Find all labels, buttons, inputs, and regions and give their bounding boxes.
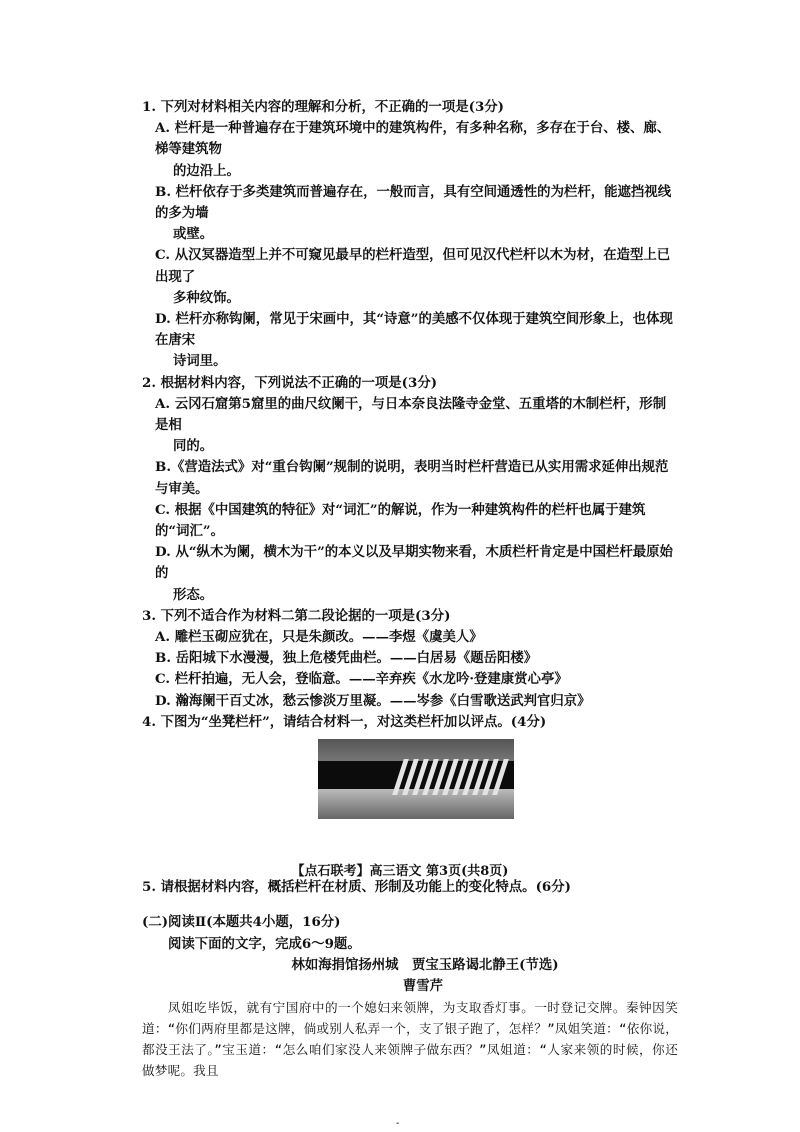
page-footer: 【点石联考】高三语文 第3页(共8页) [291,864,509,879]
question-stem: 2. 根据材料内容，下列说法不正确的一项是(3分) [142,374,438,391]
option-c: C. 从汉冥器造型上并不可窥见最早的栏杆造型，但可见汉代栏杆以木为材，在造型上已出现了 多种纹饰。 [155,247,671,306]
question-stem: 3. 下列不适合作为材料二第二段论据的一项是(3分) [142,607,451,624]
question-stem: 4. 下图为“坐凳栏杆”，请结合材料一，对这类栏杆加以评点。(4分) [142,713,547,730]
passage-title: 林如海捐馆扬州城 贾宝玉路谒北静王(节选) [291,956,559,973]
passage-text [142,997,678,1081]
option-c: C. 根据《中国建筑的特征》对“词汇”的解说，作为一种建筑构件的栏杆也属于建筑的“词汇”。 [155,501,646,540]
option-a: A. 雕栏玉砌应犹在，只是朱颜改。——李煜《虞美人》 [155,629,483,646]
option-d: D. 从“纵木为阑，横木为干”的本义以及早期实物来看，木质栏杆肯定是中国栏杆最原始的 形态。 [155,544,673,603]
section-heading: (二)阅读Ⅱ(本题共4小题，16分) [142,914,341,931]
option-b: B.《营造法式》对“重台钩阑”规制的说明，表明当时栏杆营造已从实用需求延伸出规范与审美。 [155,459,669,497]
section-instruction: 阅读下面的文字，完成6～9题。 [168,935,361,952]
question-2 [142,373,678,606]
option-a: A. 栏杆是一种普遍存在于建筑环境中的建筑构件，有多种名称，多存在于台、楼、廊、梯等建筑物 的边沿上。 [155,120,671,179]
question-stem: 1. 下列对材料相关内容的理解和分析，不正确的一项是(3分) [142,99,505,115]
reading-section [142,912,678,1081]
bench-railing-photo [318,739,514,819]
passage-author: 曹雪芹 [402,977,444,994]
option-a: A. 云冈石窟第5窟里的曲尺纹阑干，与日本奈良法隆寺金堂、五重塔的木制栏杆，形制是相 同的。 [155,395,667,455]
option-b: B. 岳阳城下水漫漫，独上危楼凭曲栏。——白居易《题岳阳楼》 [155,650,538,667]
question-4 [142,712,678,819]
page-content [142,97,678,1081]
passage-paragraph: 凤姐吃毕饭，就有宁国府中的一个媳妇来领牌，为支取香灯事。一时登记交牌。秦钟因笑道：“你们两府里都是这牌，倘或别人私弄一个，支了银子跑了，怎样？”凤姐笑道：“依你说，都没王法了。”宝玉道：“怎么咱们家没人来领牌子做东西？”凤姐道：“人家来领的时候，你还做梦呢。我且 [142,1000,678,1079]
question-1 [142,97,678,373]
option-c: C. 栏杆拍遍，无人会，登临意。——辛弃疾《水龙吟·登建康赏心亭》 [155,671,568,688]
option-b: B. 栏杆依存于多类建筑而普遍存在，一般而言，具有空间通透性的为栏杆，能遮挡视线的多为墙 或壁。 [155,183,672,243]
question-3 [142,606,678,712]
scan-mark: - [396,1118,400,1129]
question-5: 5. 请根据材料内容，概括栏杆在材质、形制及功能上的变化特点。(6分) [142,879,571,896]
option-d: D. 瀚海阑干百丈冰，愁云惨淡万里凝。——岑参《白雪歌送武判官归京》 [155,692,591,709]
option-d: D. 栏杆亦称钩阑，常见于宋画中，其“诗意”的美感不仅体现于建筑空间形象上，也体现在唐宋 诗词里。 [155,311,673,370]
